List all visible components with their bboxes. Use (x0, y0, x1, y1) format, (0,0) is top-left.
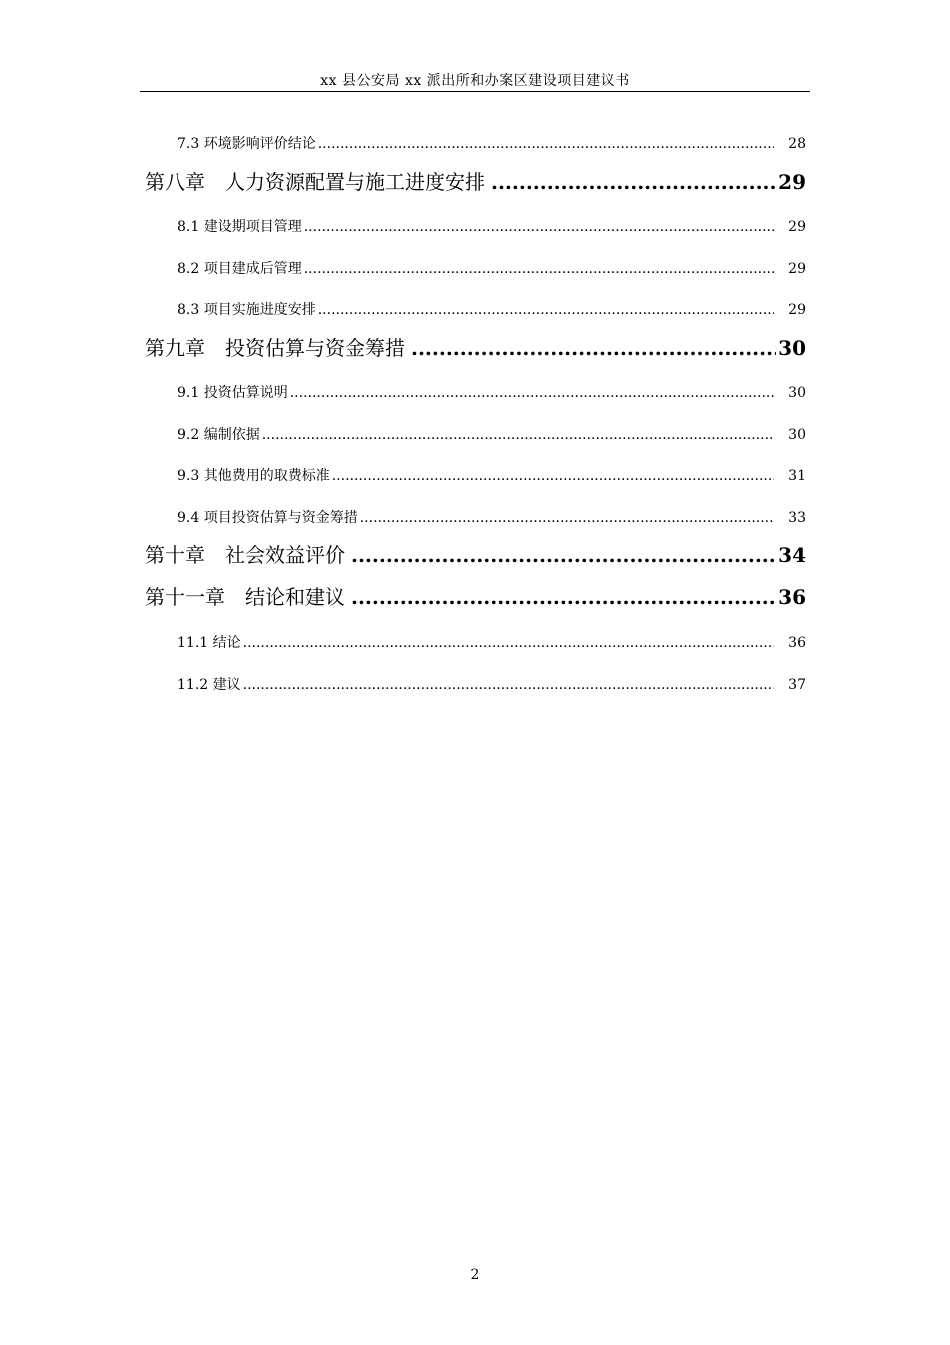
toc-entry-9-2[interactable] (177, 424, 806, 444)
toc-entry-label: 7.3 环境影响评价结论 (177, 136, 316, 152)
toc-leader-dots (351, 585, 776, 609)
toc-leader-dots (318, 136, 774, 152)
toc-entry-label: 9.2 编制依据 (177, 427, 260, 443)
toc-entry-8-3[interactable] (177, 299, 806, 319)
toc-entry-label: 9.3 其他费用的取费标准 (177, 468, 330, 484)
toc-leader-dots (243, 635, 775, 651)
toc-chapter-11[interactable] (145, 581, 806, 610)
toc-leader-dots (304, 219, 774, 235)
toc-chapter-page: 36 (778, 585, 806, 609)
toc-entry-page: 30 (788, 427, 806, 443)
toc-entry-page: 33 (788, 510, 806, 526)
toc-chapter-page: 34 (778, 543, 806, 567)
toc-entry-label: 8.1 建设期项目管理 (177, 219, 302, 235)
toc-entry-page: 36 (788, 635, 806, 651)
toc-chapter-label: 第九章 投资估算与资金筹措 (145, 336, 405, 360)
toc-entry-7-3[interactable] (177, 133, 806, 153)
toc-entry-page: 29 (788, 261, 806, 277)
toc-chapter-page: 30 (778, 336, 806, 360)
page-number: 2 (470, 1267, 480, 1283)
toc-chapter-label: 第八章 人力资源配置与施工进度安排 (145, 170, 485, 194)
toc-entry-page: 29 (788, 302, 806, 318)
toc-entry-8-2[interactable] (177, 258, 806, 278)
toc-entry-9-4[interactable] (177, 507, 806, 527)
toc-leader-dots (411, 336, 776, 360)
toc-entry-8-1[interactable] (177, 216, 806, 236)
toc-chapter-9[interactable] (145, 332, 806, 361)
toc-entry-9-1[interactable] (177, 382, 806, 402)
toc-entry-page: 37 (788, 677, 806, 693)
toc-entry-label: 8.2 项目建成后管理 (177, 261, 302, 277)
toc-entry-9-3[interactable] (177, 465, 806, 485)
toc-entry-page: 28 (788, 136, 806, 152)
toc-leader-dots (491, 170, 776, 194)
toc-chapter-label: 第十一章 结论和建议 (145, 585, 345, 609)
toc-entry-11-2[interactable] (177, 674, 806, 694)
toc-entry-11-1[interactable] (177, 632, 806, 652)
toc-leader-dots (290, 385, 774, 401)
toc-entry-label: 11.1 结论 (177, 635, 241, 651)
toc-entry-page: 30 (788, 385, 806, 401)
toc-leader-dots (351, 543, 776, 567)
toc-leader-dots (332, 468, 774, 484)
toc-entry-page: 29 (788, 219, 806, 235)
toc-entry-page: 31 (788, 468, 806, 484)
toc-chapter-8[interactable] (145, 166, 806, 195)
toc-leader-dots (360, 510, 774, 526)
toc-entry-label: 11.2 建议 (177, 677, 241, 693)
toc-entry-label: 8.3 项目实施进度安排 (177, 302, 316, 318)
toc-leader-dots (304, 261, 774, 277)
toc-chapter-label: 第十章 社会效益评价 (145, 543, 345, 567)
toc-leader-dots (318, 302, 774, 318)
document-title: xx 县公安局 xx 派出所和办案区建设项目建议书 (320, 73, 630, 89)
toc-leader-dots (262, 427, 774, 443)
page-header (140, 62, 810, 92)
toc-leader-dots (243, 677, 775, 693)
toc-entry-label: 9.1 投资估算说明 (177, 385, 288, 401)
toc-chapter-page: 29 (778, 170, 806, 194)
toc-entry-label: 9.4 项目投资估算与资金筹措 (177, 510, 358, 526)
toc-chapter-10[interactable] (145, 539, 806, 568)
